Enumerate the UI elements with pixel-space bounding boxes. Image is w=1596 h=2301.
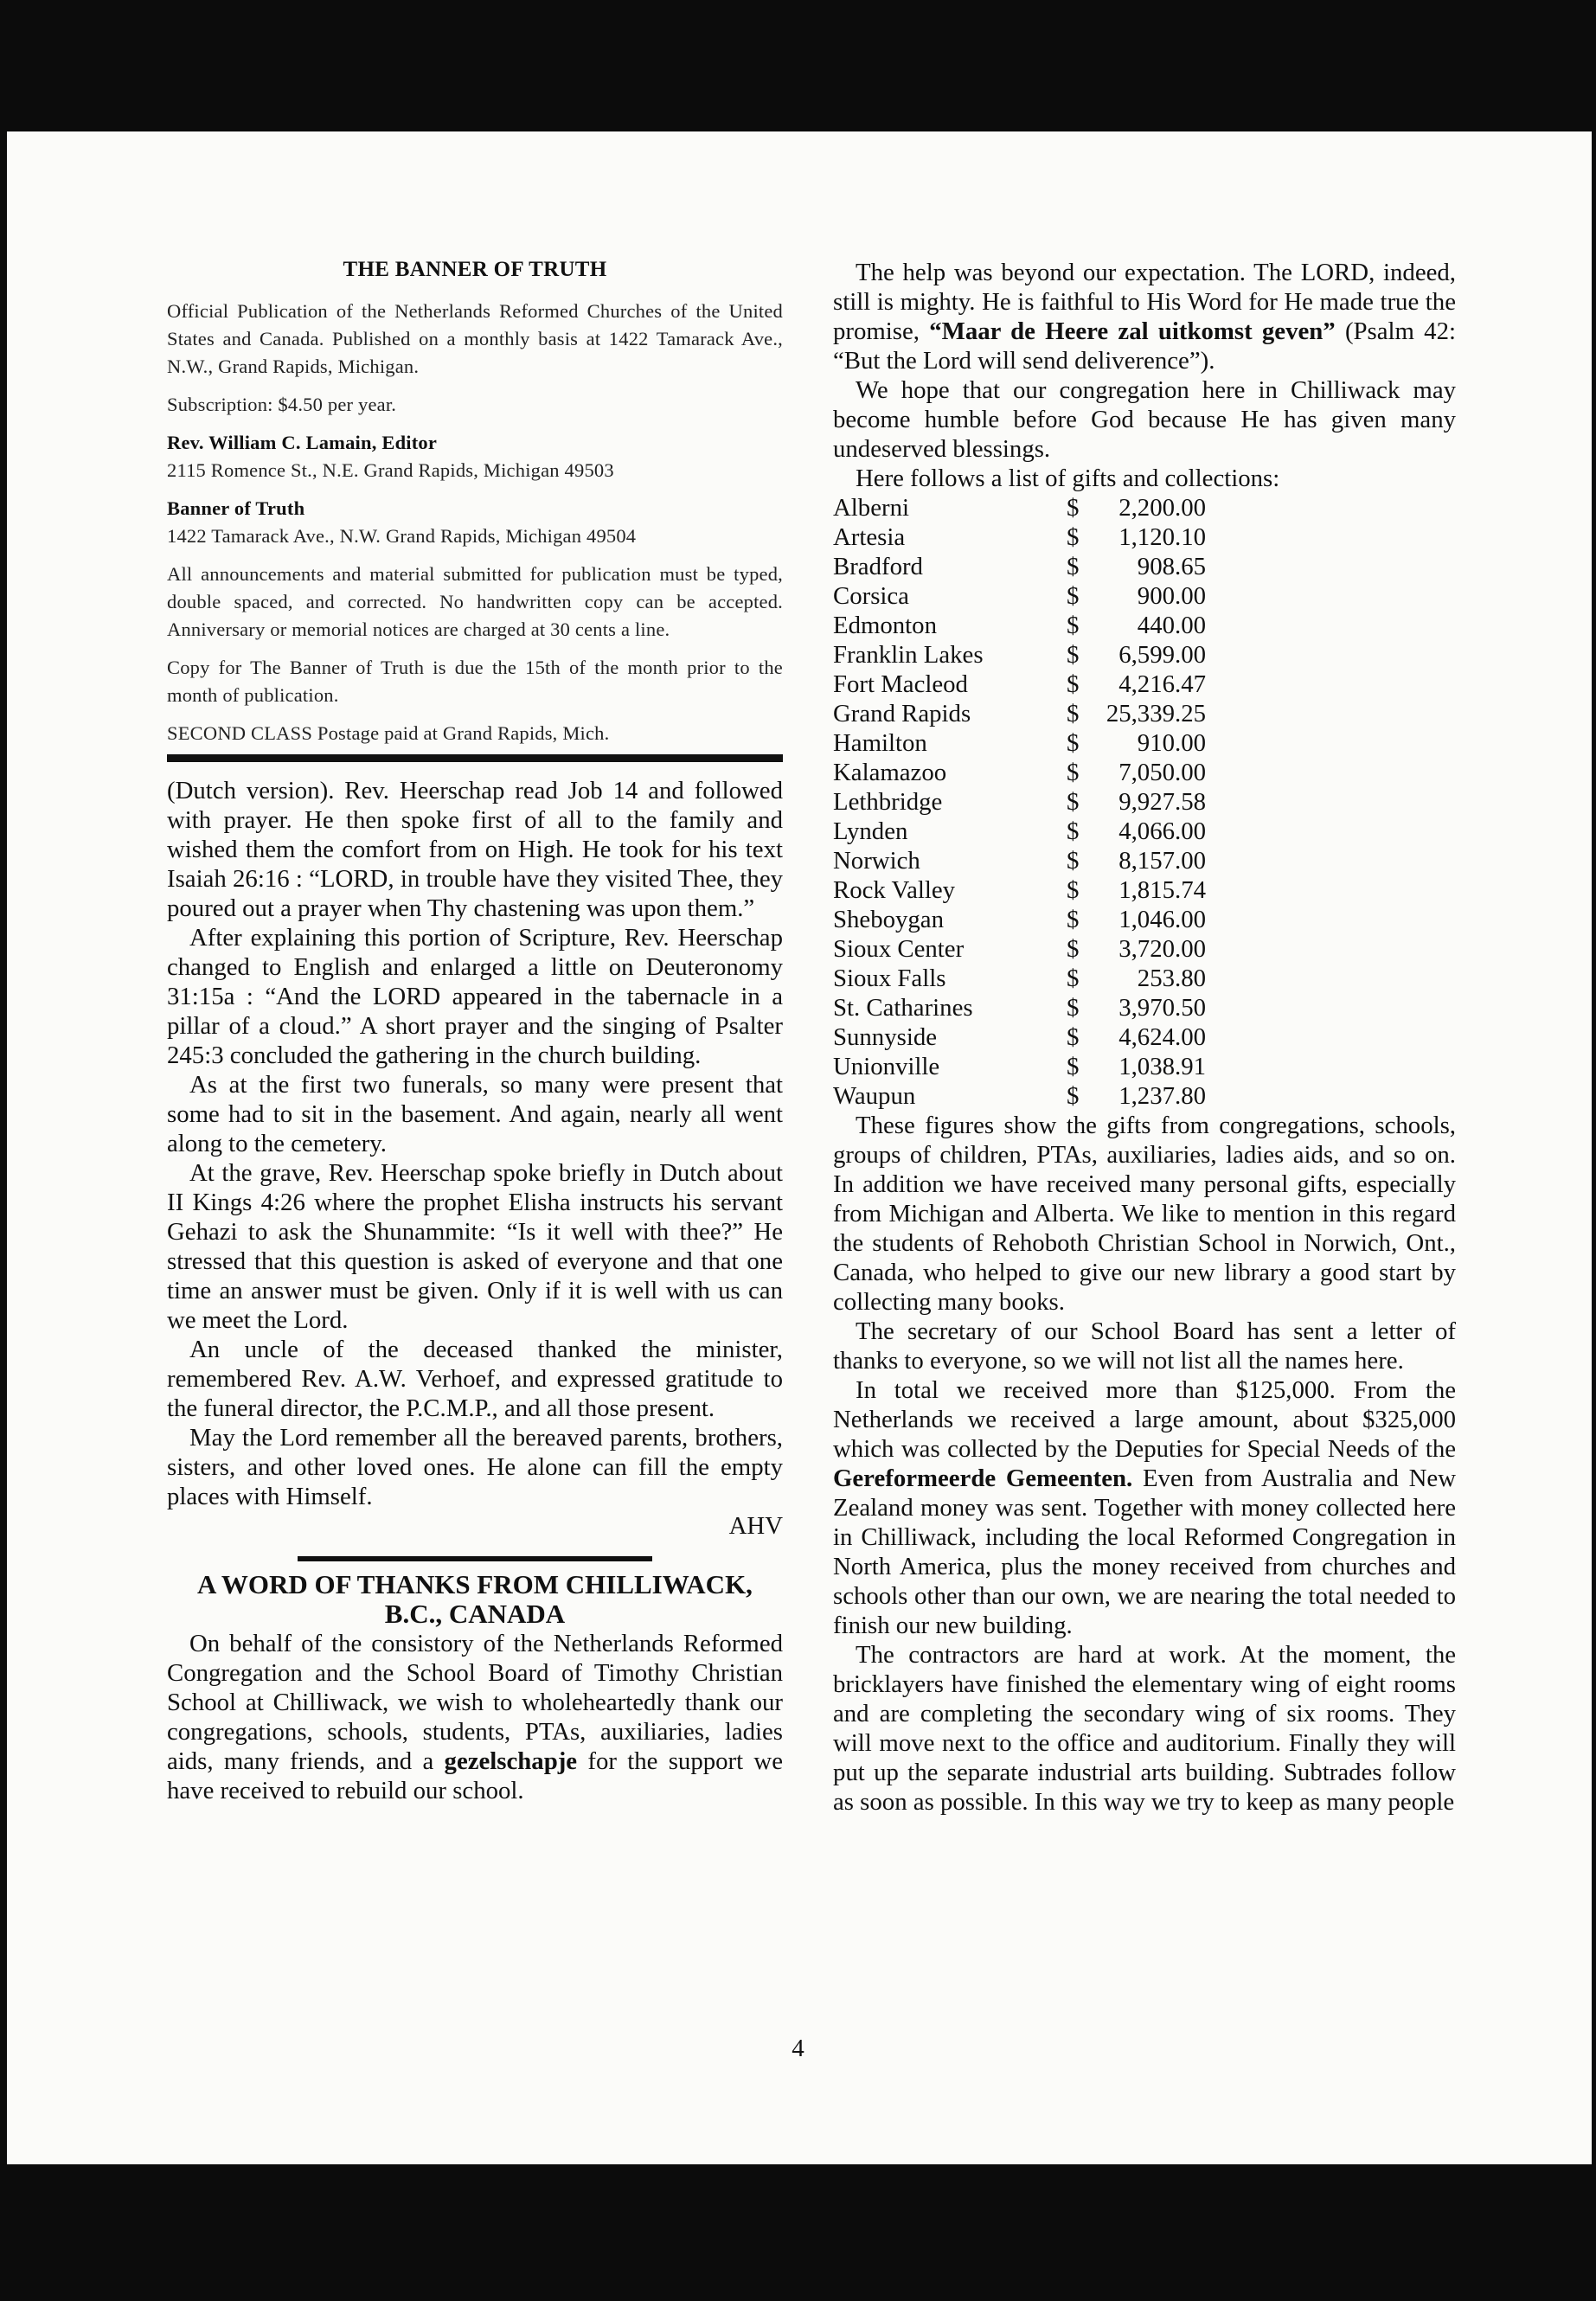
gift-amount: 1,038.91	[1118, 1053, 1206, 1080]
thanks-paragraph	[833, 1375, 1456, 1640]
gift-amount: 1,120.10	[1118, 523, 1206, 551]
gift-amount: 1,815.74	[1118, 876, 1206, 904]
right-column	[833, 258, 1456, 1817]
gift-row	[833, 993, 1206, 1022]
text-run: In total we received more than $125,000. From the Netherlands we received a large amount, about $325,000 which was collected by the Deputies for Special Needs of the	[833, 1376, 1456, 1463]
gift-currency: $	[1067, 935, 1080, 963]
gift-currency: $	[1067, 876, 1080, 904]
masthead-postage: SECOND CLASS Postage paid at Grand Rapids, Mich.	[167, 722, 610, 744]
editor-name: Rev. William C. Lamain, Editor	[167, 432, 438, 453]
text-run: On behalf of the consistory of the Netherlands Reformed Congregation and the School Board of Timothy Christian School at Chilliwack, we wish to wholeheartedly thank our congregations, schools, students, PTAs, auxiliaries, ladies aids, many friends, and a	[167, 1630, 783, 1775]
gift-currency: $	[1067, 553, 1080, 580]
gift-amount: 1,237.80	[1118, 1082, 1206, 1110]
gift-row	[833, 493, 1206, 522]
gift-place: Corsica	[833, 582, 909, 610]
gift-place: Bradford	[833, 553, 923, 580]
bold-term: gezelschapje	[444, 1747, 578, 1775]
gift-amount: 908.65	[1137, 553, 1206, 580]
text-run: (Psalm 42: “But the Lord will send deliverence”).	[833, 317, 1456, 375]
text-run: Even from Australia and New Zealand money was sent. Together with money collected here in Chilliwack, including the local Reformed Congregation in North America, plus the money received from churches and schools other than our own, we are nearing the total needed to finish our new building.	[833, 1465, 1456, 1639]
thanks-intro	[167, 1629, 783, 1805]
gift-row	[833, 552, 1206, 581]
gift-currency: $	[1067, 582, 1080, 610]
gift-place: Rock Valley	[833, 876, 956, 904]
gift-currency: $	[1067, 729, 1080, 757]
gift-amount: 1,046.00	[1118, 906, 1206, 933]
gift-row	[833, 1052, 1206, 1081]
gift-amount: 7,050.00	[1118, 759, 1206, 786]
masthead-announcements: All announcements and material submitted for publication must be typed, double spaced, and corrected. No handwritten copy can be accepted. Anniversary or memorial notices are charged at 30 cents a line.	[167, 563, 783, 640]
gift-place: Hamilton	[833, 729, 927, 757]
funeral-paragraph: After explaining this portion of Scripture, Rev. Heerschap changed to English and enlarged a little on Deuteronomy 31:15a : “And the LORD appeared in the tabernacle in a pillar of a cloud.” A short prayer and the singing of Psalter 245:3 concluded the gathering in the church building.	[167, 924, 783, 1069]
masthead-description: Official Publication of the Netherlands Reformed Churches of the United States and Canada. Published on a monthly basis at 1422 Tamarack Ave., N.W., Grand Rapids, Michigan.	[167, 300, 783, 377]
masthead	[167, 258, 783, 747]
funeral-article	[167, 776, 783, 1541]
gift-amount: 8,157.00	[1118, 847, 1206, 875]
thanks-paragraph: The secretary of our School Board has sent a letter of thanks to everyone, so we will not list all the names here.	[833, 1317, 1456, 1375]
bold-quote: “Maar de Heere zal uitkomst geven”	[929, 317, 1336, 345]
gift-row	[833, 1081, 1206, 1111]
gift-place: St. Catharines	[833, 994, 973, 1022]
gift-place: Unionville	[833, 1053, 940, 1080]
thanks-paragraph: We hope that our congregation here in Chilliwack may become humble before God because He has given many undeserved blessings.	[833, 376, 1456, 463]
editor-address: 2115 Romence St., N.E. Grand Rapids, Michigan 49503	[167, 459, 614, 481]
funeral-paragraph: At the grave, Rev. Heerschap spoke briefly in Dutch about II Kings 4:26 where the prophet Elisha instructs his servant Gehazi to ask the Shunammite: “Is it well with thee?” He stressed that this question is asked of everyone and that one time an answer must be given. Only if it is well with us can we meet the Lord.	[167, 1159, 783, 1334]
gift-row	[833, 640, 1206, 670]
gift-amount: 6,599.00	[1118, 641, 1206, 669]
gift-place: Lynden	[833, 817, 908, 845]
funeral-paragraph: As at the first two funerals, so many were present that some had to sit in the basement. And again, nearly all went along to the cemetery.	[167, 1071, 783, 1157]
masthead-office	[167, 495, 783, 550]
gift-currency: $	[1067, 1053, 1080, 1080]
gift-amount: 9,927.58	[1118, 788, 1206, 816]
gift-row	[833, 670, 1206, 699]
gift-row	[833, 846, 1206, 875]
gift-amount: 910.00	[1137, 729, 1206, 757]
gift-row	[833, 875, 1206, 905]
gift-amount: 4,216.47	[1118, 670, 1206, 698]
gift-row	[833, 1022, 1206, 1052]
gift-row	[833, 728, 1206, 758]
gift-currency: $	[1067, 1082, 1080, 1110]
gift-currency: $	[1067, 965, 1080, 992]
gift-row	[833, 905, 1206, 934]
gift-amount: 3,720.00	[1118, 935, 1206, 963]
gift-currency: $	[1067, 817, 1080, 845]
gift-place: Sheboygan	[833, 906, 944, 933]
gift-place: Alberni	[833, 494, 909, 522]
gift-row	[833, 787, 1206, 817]
gift-amount: 900.00	[1137, 582, 1206, 610]
gift-row	[833, 934, 1206, 964]
gift-row	[833, 522, 1206, 552]
gift-row	[833, 611, 1206, 640]
gift-currency: $	[1067, 641, 1080, 669]
gift-currency: $	[1067, 994, 1080, 1022]
funeral-paragraph: May the Lord remember all the bereaved parents, brothers, sisters, and other loved ones. He alone can fill the empty places with Himself.	[167, 1424, 783, 1510]
gift-currency: $	[1067, 612, 1080, 639]
thanks-paragraph	[833, 258, 1456, 375]
office-name: Banner of Truth	[167, 497, 305, 519]
gift-currency: $	[1067, 494, 1080, 522]
gift-amount: 3,970.50	[1118, 994, 1206, 1022]
funeral-paragraph: (Dutch version). Rev. Heerschap read Job 14 and followed with prayer. He then spoke first of all to the family and wished them the comfort from on High. He took for his text Isaiah 26:16 : “LORD, in trouble have they visited Thee, they poured out a prayer when Thy chastening was upon them.”	[167, 777, 783, 922]
masthead-divider	[167, 754, 783, 762]
gift-row	[833, 817, 1206, 846]
gift-place: Edmonton	[833, 612, 937, 639]
thanks-paragraph: These figures show the gifts from congregations, schools, groups of children, PTAs, auxiliaries, ladies aids, and so on. In addition we have received many personal gifts, especially from Michigan and Alberta. We like to mention in this regard the students of Rehoboth Christian School in Norwich, Ont., Canada, who helped to give our new library a good start by collecting many books.	[833, 1112, 1456, 1316]
thanks-article-start	[167, 1570, 783, 1805]
funeral-paragraph: An uncle of the deceased thanked the minister, remembered Rev. A.W. Verhoef, and expressed gratitude to the funeral director, the P.C.M.P., and all those present.	[167, 1336, 783, 1422]
gift-amount: 25,339.25	[1106, 700, 1206, 727]
thanks-title: A WORD OF THANKS FROM CHILLIWACK, B.C., CANADA	[197, 1569, 753, 1629]
gift-amount: 4,066.00	[1118, 817, 1206, 845]
gift-place: Sioux Falls	[833, 965, 946, 992]
gift-place: Sioux Center	[833, 935, 965, 963]
gift-row	[833, 758, 1206, 787]
gift-amount: 253.80	[1137, 965, 1206, 992]
gift-place: Norwich	[833, 847, 920, 875]
gift-row	[833, 964, 1206, 993]
gift-currency: $	[1067, 847, 1080, 875]
gift-place: Waupun	[833, 1082, 916, 1110]
section-divider	[298, 1556, 652, 1561]
gift-currency: $	[1067, 523, 1080, 551]
gift-place: Artesia	[833, 523, 906, 551]
office-address: 1422 Tamarack Ave., N.W. Grand Rapids, Michigan 49504	[167, 525, 637, 547]
gift-currency: $	[1067, 1023, 1080, 1051]
gift-place: Sunnyside	[833, 1023, 937, 1051]
masthead-subscription: Subscription: $4.50 per year.	[167, 394, 397, 415]
gift-currency: $	[1067, 906, 1080, 933]
left-column	[167, 258, 783, 1805]
gift-place: Fort Macleod	[833, 670, 968, 698]
masthead-title: THE BANNER OF TRUTH	[343, 258, 607, 281]
thanks-paragraph: Here follows a list of gifts and collections:	[856, 465, 1280, 492]
gift-currency: $	[1067, 670, 1080, 698]
page-number: 4	[792, 2035, 804, 2062]
masthead-editor	[167, 429, 783, 484]
gift-amount: 2,200.00	[1118, 494, 1206, 522]
gift-place: Franklin Lakes	[833, 641, 984, 669]
masthead-copy-due: Copy for The Banner of Truth is due the 15th of the month prior to the month of publication.	[167, 657, 783, 706]
gifts-table	[833, 493, 1206, 1111]
gift-amount: 440.00	[1137, 612, 1206, 639]
article-signature: AHV	[728, 1512, 783, 1540]
text-run: The help was beyond our expectation. The LORD, indeed, still is mighty. He is faithful to His Word for He made true the promise,	[833, 259, 1456, 345]
thanks-paragraph: The contractors are hard at work. At the moment, the bricklayers have finished the elementary wing of eight rooms and are completing the secondary wing of six rooms. They will move next to the office and auditorium. Finally they will put up the separate industrial arts building. Subtrades follow as soon as possible. In this way we try to keep as many people	[833, 1641, 1456, 1816]
gift-row	[833, 581, 1206, 611]
text-run: for the support we have received to rebuild our school.	[167, 1747, 783, 1804]
gift-currency: $	[1067, 700, 1080, 727]
bold-term: Gereformeerde Gemeenten.	[833, 1465, 1133, 1492]
gift-place: Grand Rapids	[833, 700, 971, 727]
gift-place: Lethbridge	[833, 788, 943, 816]
gift-row	[833, 699, 1206, 728]
gift-amount: 4,624.00	[1118, 1023, 1206, 1051]
gift-currency: $	[1067, 788, 1080, 816]
gift-place: Kalamazoo	[833, 759, 947, 786]
gift-currency: $	[1067, 759, 1080, 786]
